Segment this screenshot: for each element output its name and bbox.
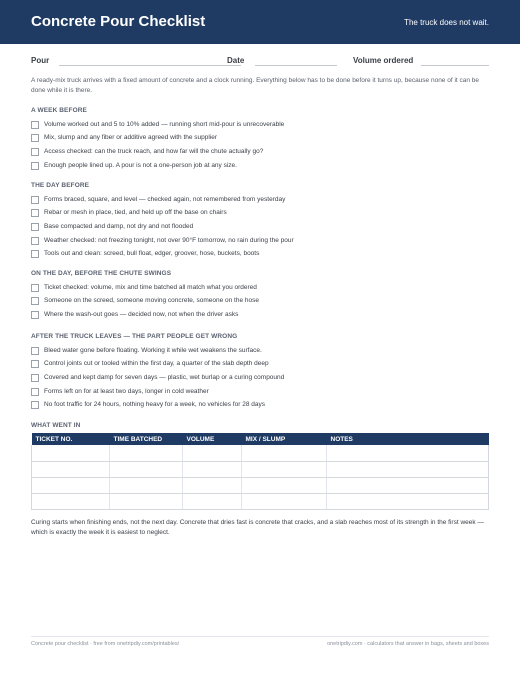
checkbox[interactable]	[31, 401, 39, 409]
table-cell[interactable]	[242, 493, 327, 509]
section-title: A WEEK BEFORE	[31, 107, 87, 114]
checkbox[interactable]	[31, 196, 39, 204]
column-header: NOTES	[327, 433, 489, 445]
table-cell[interactable]	[32, 493, 110, 509]
table-cell[interactable]	[327, 477, 489, 493]
checkbox[interactable]	[31, 311, 39, 319]
checkbox[interactable]	[31, 347, 39, 355]
checklist-item[interactable]	[31, 121, 491, 130]
checkbox[interactable]	[31, 223, 39, 231]
checkbox[interactable]	[31, 209, 39, 217]
checklist-item-label: Bleed water gone before floating. Working it while wet weakens the surface.	[44, 347, 262, 354]
section-title: ON THE DAY, BEFORE THE CHUTE SWINGS	[31, 270, 172, 277]
checklist-item-label: Control joints cut or tooled within the first day, a quarter of the slab depth deep	[44, 360, 269, 367]
table-cell[interactable]	[32, 477, 110, 493]
checklist-item-label: Covered and kept damp for seven days — plastic, wet burlap or a curing compound	[44, 374, 285, 381]
checklist-item[interactable]	[31, 374, 491, 383]
pour-fields	[31, 56, 489, 68]
table-cell[interactable]	[242, 477, 327, 493]
checkbox[interactable]	[31, 121, 39, 129]
page-header	[0, 0, 520, 44]
section-title: AFTER THE TRUCK LEAVES — THE PART PEOPLE GET WRONG	[31, 333, 238, 340]
table-cell[interactable]	[242, 445, 327, 461]
table-cell[interactable]	[110, 445, 183, 461]
table-cell[interactable]	[327, 445, 489, 461]
table-row	[32, 477, 489, 493]
checklist-item[interactable]	[31, 162, 491, 171]
checkbox[interactable]	[31, 374, 39, 382]
table-cell[interactable]	[183, 477, 242, 493]
checklist-item[interactable]	[31, 284, 491, 293]
checklist-item[interactable]	[31, 134, 491, 143]
checklist-item-label: Enough people lined up. A pour is not a one-person job at any size.	[44, 162, 237, 169]
checklist-item-label: Forms braced, square, and level — checked again, not remembered from yesterday	[44, 196, 286, 203]
footer-source: Concrete pour checklist · free from onetripdiy.com/printables/	[31, 641, 180, 647]
volume-label: Volume ordered	[353, 56, 414, 65]
column-header: MIX / SLUMP	[242, 433, 327, 445]
section-title: THE DAY BEFORE	[31, 182, 90, 189]
checklist-item-label: Ticket checked: volume, mix and time batched all match what you ordered	[44, 284, 257, 291]
page-footer	[31, 636, 489, 648]
pour-field[interactable]	[59, 65, 241, 66]
table-cell[interactable]	[110, 461, 183, 477]
checklist-item[interactable]	[31, 237, 491, 246]
table-cell[interactable]	[183, 445, 242, 461]
checklist-item[interactable]	[31, 209, 491, 218]
checklist-item-label: Where the wash-out goes — decided now, not when the driver asks	[44, 311, 239, 318]
checklist-item[interactable]	[31, 250, 491, 259]
checklist-item[interactable]	[31, 360, 491, 369]
volume-field[interactable]	[421, 65, 489, 66]
table-cell[interactable]	[183, 493, 242, 509]
checkbox[interactable]	[31, 237, 39, 245]
checklist-item-label: Tools out and clean: screed, bull float, edger, groover, hose, buckets, boots	[44, 250, 260, 257]
table-cell[interactable]	[110, 477, 183, 493]
table-cell[interactable]	[242, 461, 327, 477]
checklist-item-label: No foot traffic for 24 hours, nothing heavy for a week, no vehicles for 28 days	[44, 401, 266, 408]
date-label: Date	[227, 56, 245, 65]
table-cell[interactable]	[183, 461, 242, 477]
checklist-item[interactable]	[31, 223, 491, 232]
checklist-item-label: Base compacted and damp, not dry and not flooded	[44, 223, 194, 230]
checkbox[interactable]	[31, 388, 39, 396]
column-header: TICKET NO.	[32, 433, 110, 445]
pour-label: Pour	[31, 56, 50, 65]
page-tagline: The truck does not wait.	[404, 18, 489, 27]
table-row	[32, 493, 489, 509]
table-cell[interactable]	[327, 493, 489, 509]
checklist-item[interactable]	[31, 297, 491, 306]
checklist-item[interactable]	[31, 196, 491, 205]
table-cell[interactable]	[110, 493, 183, 509]
footer-tagline: onetripdiy.com · calculators that answer in bags, sheets and boxes	[327, 641, 489, 647]
checklist-item-label: Someone on the screed, someone moving concrete, someone on the hose	[44, 297, 259, 304]
checklist-item-label: Access checked: can the truck reach, and how far will the chute actually go?	[44, 148, 264, 155]
table-row	[32, 461, 489, 477]
table-cell[interactable]	[327, 461, 489, 477]
checkbox[interactable]	[31, 250, 39, 258]
date-field[interactable]	[255, 65, 337, 66]
checklist-item-label: Forms left on for at least two days, longer in cold weather	[44, 388, 209, 395]
log-title: WHAT WENT IN	[31, 422, 81, 429]
checklist-item-label: Mix, slump and any fiber or additive agreed with the supplier	[44, 134, 218, 141]
table-cell[interactable]	[32, 461, 110, 477]
checklist-item[interactable]	[31, 347, 491, 356]
checklist-item-label: Rebar or mesh in place, tied, and held up off the base on chairs	[44, 209, 227, 216]
checklist-item[interactable]	[31, 311, 491, 320]
checkbox[interactable]	[31, 284, 39, 292]
checklist-item-label: Weather checked: not freezing tonight, not over 90°F tomorrow, no rain during the pour	[44, 237, 294, 244]
pour-log-table	[31, 433, 489, 510]
table-cell[interactable]	[32, 445, 110, 461]
checkbox[interactable]	[31, 360, 39, 368]
checkbox[interactable]	[31, 134, 39, 142]
checklist-item-label: Volume worked out and 5 to 10% added — running short mid-pour is unrecoverable	[44, 121, 285, 128]
column-header: VOLUME	[183, 433, 242, 445]
checklist-item[interactable]	[31, 401, 491, 410]
table-header-row	[32, 433, 489, 445]
checkbox[interactable]	[31, 148, 39, 156]
checklist-item[interactable]	[31, 148, 491, 157]
page-title: Concrete Pour Checklist	[31, 13, 206, 30]
checklist-item[interactable]	[31, 388, 491, 397]
intro-paragraph: A ready-mix truck arrives with a fixed amount of concrete and a clock running. Everything below has to be done before it turns up, because none of it can be done while it is there.	[31, 77, 480, 94]
column-header: TIME BATCHED	[110, 433, 183, 445]
checkbox[interactable]	[31, 162, 39, 170]
table-row	[32, 445, 489, 461]
checkbox[interactable]	[31, 297, 39, 305]
closing-note: Curing starts when finishing ends, not the next day. Concrete that dries fast is concrete that cracks, and a slab reaches most of its strength in the first week — which is exactly the week it is easiest to neglect.	[31, 519, 484, 536]
